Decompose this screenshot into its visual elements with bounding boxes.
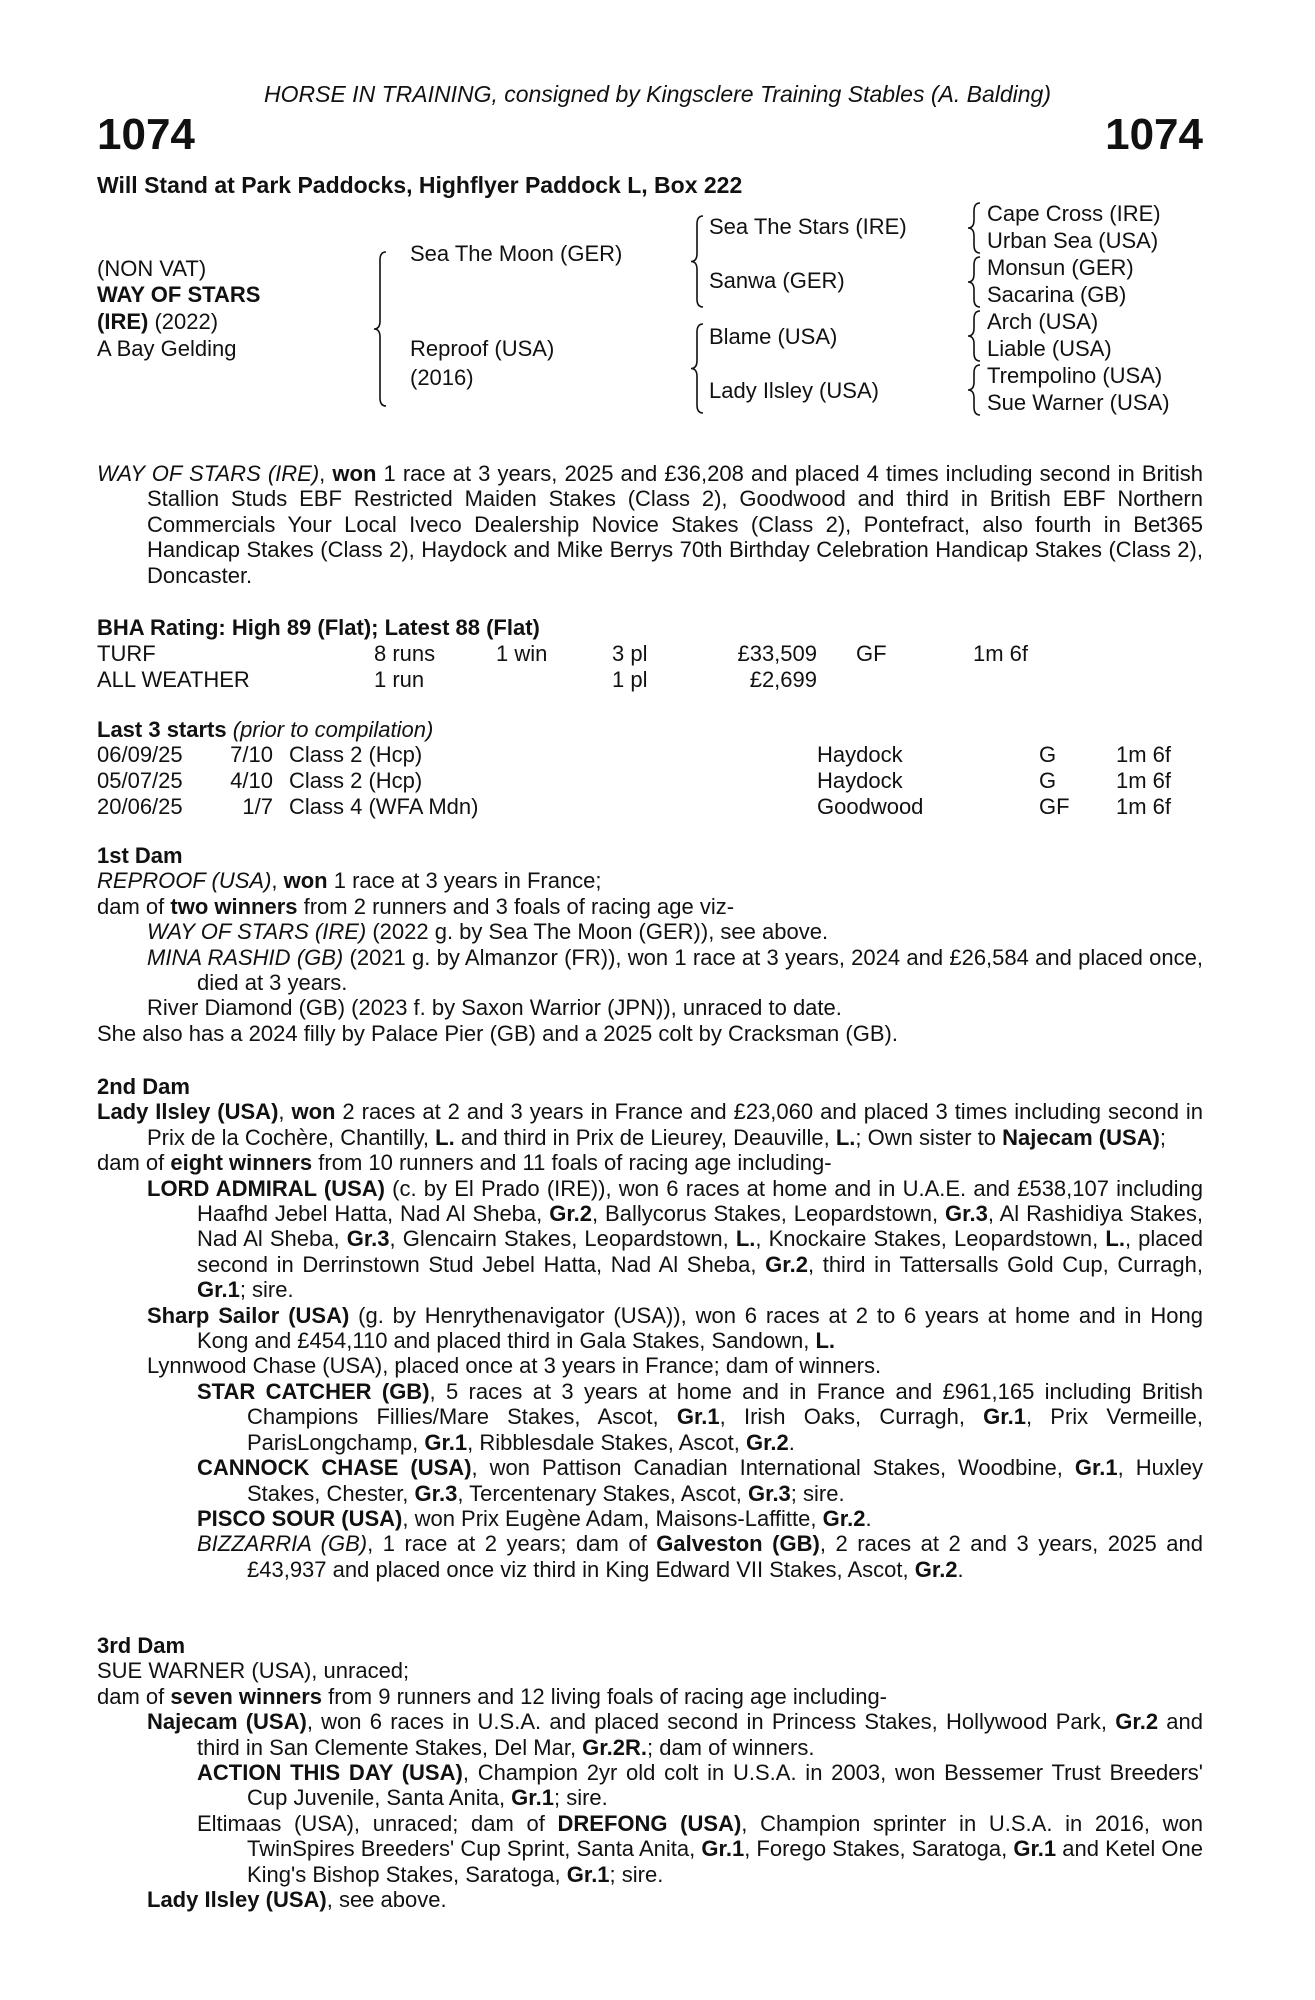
- gen4-ancestor: Cape Cross (IRE): [987, 201, 1161, 226]
- text: SUE WARNER (USA), unraced;: [97, 1658, 410, 1684]
- text: (c. by El Prado (IRE)), won 6 races at home and in U.A.E. and £538,107 including Haafhd Jebel Hatta, Nad Al Sheba,: [197, 1175, 1203, 1227]
- paragraph: [97, 1150, 1203, 1175]
- text: , Forego Stakes, Saratoga,: [744, 1836, 1014, 1862]
- start-course: Goodwood: [817, 794, 924, 819]
- rating-going: GF: [856, 641, 887, 666]
- bold-text: Gr.1: [701, 1836, 745, 1862]
- start-class: Class 4 (WFA Mdn): [289, 794, 479, 819]
- start-distance: 1m 6f: [1116, 768, 1172, 793]
- consignment-header: HORSE IN TRAINING, consigned by Kingsclere Training Stables (A. Balding): [264, 81, 1051, 107]
- bold-text: Gr.3: [945, 1201, 988, 1227]
- start-course: Haydock: [817, 768, 903, 793]
- start-class: Class 2 (Hcp): [289, 768, 423, 793]
- start-position: 4/10: [230, 768, 273, 793]
- paragraph: [97, 1353, 1203, 1378]
- rating-runs: 8 runs: [374, 641, 436, 666]
- bold-text: Sharp Sailor (USA): [147, 1302, 350, 1328]
- brace-icon: [968, 203, 980, 253]
- start-going: G: [1039, 768, 1057, 793]
- dam-heading: 2nd Dam: [97, 1074, 190, 1099]
- rating-prize: £33,509: [737, 641, 817, 666]
- text: ; Own sister to: [855, 1124, 1003, 1150]
- start-position: 7/10: [230, 742, 273, 767]
- start-date: 06/09/25: [97, 742, 183, 767]
- text: dam of: [97, 1150, 171, 1176]
- bold-text: two winners: [170, 893, 298, 919]
- dam-heading: 3rd Dam: [97, 1633, 186, 1658]
- bold-text: Gr.2: [745, 1429, 789, 1455]
- text: (g. by Henrythenavigator (USA)), won 6 races at 2 to 6 years at home and in Hong Kong and £454,110 and placed third in Gala Stakes, Sandown,: [197, 1302, 1203, 1354]
- third-dam-section: [97, 1633, 1203, 1912]
- text: , 1 race at 2 years; dam of: [367, 1531, 657, 1557]
- text: Lynnwood Chase (USA), placed once at 3 years in France; dam of winners.: [147, 1353, 882, 1379]
- gen4-ancestor: Monsun (GER): [987, 255, 1134, 280]
- gen4-ancestor: Sue Warner (USA): [987, 390, 1170, 415]
- text: , won Pattison Canadian International Stakes, Woodbine,: [471, 1455, 1075, 1481]
- bold-text: L.: [1105, 1226, 1125, 1252]
- gen3-ancestor: Blame (USA): [709, 324, 838, 349]
- bold-text: LORD ADMIRAL (USA): [147, 1175, 385, 1201]
- paragraph: [97, 1811, 1203, 1887]
- text: Eltimaas (USA), unraced; dam of: [197, 1810, 558, 1836]
- italic-text: WAY OF STARS (IRE): [147, 919, 367, 945]
- bold-text: ACTION THIS DAY (USA): [197, 1760, 463, 1786]
- text: , Huxley Stakes, Chester,: [247, 1455, 1203, 1506]
- paragraph: [97, 1303, 1203, 1354]
- bold-text: L.: [435, 1124, 455, 1150]
- gen4-ancestor: Sacarina (GB): [987, 282, 1127, 307]
- bold-text: Najecam (USA): [147, 1709, 307, 1735]
- bold-text: Gr.1: [676, 1404, 720, 1430]
- italic-text: WAY OF STARS (IRE): [97, 461, 320, 486]
- bold-text: Gr.3: [747, 1480, 791, 1506]
- dam-heading: 1st Dam: [97, 843, 183, 868]
- italic-text: REPROOF (USA): [97, 868, 272, 894]
- rating-placed: 1 pl: [612, 667, 648, 692]
- text: , Irish Oaks, Curragh,: [719, 1404, 984, 1430]
- start-position: 1/7: [242, 794, 273, 819]
- bold-text: Gr.1: [424, 1429, 468, 1455]
- paragraph: [97, 1021, 1203, 1046]
- text: , placed second in Derrinstown Stud Jebel Hatta, Nad Al Sheba,: [197, 1226, 1203, 1277]
- brace-icon: [691, 324, 703, 413]
- horse-name: WAY OF STARS: [97, 282, 261, 307]
- start-date: 20/06/25: [97, 794, 183, 819]
- text: and third in San Clemente Stakes, Del Mar,: [197, 1709, 1204, 1760]
- rating-surface: TURF: [97, 641, 156, 666]
- brace-icon: [968, 365, 980, 415]
- text: , Ballycorus Stakes, Leopardstown,: [592, 1201, 945, 1227]
- start-class: Class 2 (Hcp): [289, 742, 423, 767]
- paragraph: [97, 1709, 1203, 1760]
- bold-text: Gr.1: [197, 1277, 240, 1303]
- paragraph: [97, 1887, 1203, 1912]
- text: , Prix Vermeille, ParisLongchamp,: [247, 1404, 1203, 1455]
- vat-status: (NON VAT): [97, 256, 207, 281]
- text: , Ribblesdale Stakes, Ascot,: [467, 1429, 746, 1455]
- bold-text: seven winners: [170, 1683, 323, 1709]
- lot-number-right: 1074: [1105, 110, 1203, 159]
- lot-number-left: 1074: [97, 110, 195, 159]
- text: River Diamond (GB) (2023 f. by Saxon Warrior (JPN)), unraced to date.: [147, 995, 842, 1021]
- text: ; sire.: [609, 1861, 664, 1887]
- text: , Glencairn Stakes, Leopardstown,: [389, 1226, 736, 1252]
- rating-runs: 1 run: [374, 667, 425, 692]
- paragraph: [97, 1506, 1203, 1531]
- text: ;: [1159, 1124, 1166, 1150]
- paragraph: [97, 1176, 1203, 1303]
- text: and Ketel One King's Bishop Stakes, Saratoga,: [247, 1836, 1203, 1887]
- bold-text: Gr.1: [1013, 1836, 1057, 1862]
- text: (2021 g. by Almanzor (FR)), won 1 race at 3 years, 2024 and £26,584 and placed once, died at 3 years.: [197, 944, 1203, 996]
- gen4-ancestor: Trempolino (USA): [987, 363, 1163, 388]
- bold-text: DREFONG (USA): [557, 1810, 742, 1836]
- paragraph: [97, 995, 1203, 1020]
- second-dam-section: [97, 1074, 1203, 1582]
- bold-text: won: [283, 868, 328, 894]
- text: 1 race at 3 years, 2025 and £36,208 and placed 4 times including second in British Stallion Studs EBF Restricted Maiden Stakes (Class 2), Goodwood and third in British EBF Northern Commercials Your Local Iveco Dealership Novice Stakes (Class 2), Pontefract, also fourth in Bet365 Handicap Stakes (Class 2), Haydock and Mike Berrys 70th Birthday Celebration Handicap Stakes (Class 2), Doncaster.: [147, 461, 1203, 588]
- gen3-ancestor: Sanwa (GER): [709, 268, 845, 293]
- text: , Tercentenary Stakes, Ascot,: [457, 1480, 748, 1506]
- bold-text: Galveston (GB): [656, 1531, 820, 1557]
- text: 1 race at 3 years in France;: [327, 868, 602, 894]
- rating-wins: 1 win: [496, 641, 548, 666]
- text: , Champion 2yr old colt in U.S.A. in 2003, won Bessemer Trust Breeders' Cup Juvenile, Santa Anita,: [247, 1760, 1203, 1811]
- bold-text: Lady Ilsley (USA): [147, 1887, 327, 1913]
- rating-title: BHA Rating: High 89 (Flat); Latest 88 (Flat): [97, 615, 540, 640]
- bold-text: CANNOCK CHASE (USA): [197, 1455, 472, 1481]
- bold-text: Gr.3: [346, 1226, 390, 1252]
- rating-prize: £2,699: [749, 667, 817, 692]
- italic-text: MINA RASHID (GB): [147, 944, 344, 970]
- bold-text: Gr.3: [414, 1480, 458, 1506]
- paragraph: [97, 461, 1203, 588]
- text: ,: [271, 868, 284, 894]
- last-starts-note: (prior to compilation): [232, 717, 434, 742]
- bold-text: Gr.2: [914, 1556, 958, 1582]
- text: , 5 races at 3 years at home and in France and £961,165 including British Champions Fillies/Mare Stakes, Ascot,: [247, 1378, 1203, 1430]
- bold-text: Gr.2: [822, 1505, 866, 1531]
- text: dam of: [97, 1683, 171, 1709]
- bold-text: L.: [815, 1328, 836, 1354]
- first-dam-section: [97, 843, 1203, 1046]
- paragraph: [97, 1760, 1203, 1811]
- rating-placed: 3 pl: [612, 641, 648, 666]
- text: She also has a 2024 filly by Palace Pier (GB) and a 2025 colt by Cracksman (GB).: [97, 1020, 898, 1046]
- bold-text: L.: [835, 1124, 856, 1150]
- text: , won Prix Eugène Adam, Maisons-Laffitte,: [402, 1505, 823, 1531]
- gen4-ancestor: Urban Sea (USA): [987, 228, 1159, 253]
- race-summary: [97, 461, 1203, 588]
- start-going: GF: [1039, 794, 1070, 819]
- start-date: 05/07/25: [97, 768, 183, 793]
- dam: Reproof (USA): [410, 336, 555, 361]
- paragraph: [97, 1531, 1203, 1582]
- start-going: G: [1039, 742, 1057, 767]
- paragraph: [97, 945, 1203, 996]
- start-distance: 1m 6f: [1116, 742, 1172, 767]
- text: ,: [319, 461, 333, 486]
- paragraph: [97, 1684, 1203, 1709]
- bold-text: won: [332, 461, 377, 486]
- stand-location: Will Stand at Park Paddocks, Highflyer Paddock L, Box 222: [97, 172, 743, 198]
- bold-text: Najecam (USA): [1002, 1124, 1160, 1150]
- text: .: [788, 1429, 795, 1455]
- bold-text: STAR CATCHER (GB): [197, 1378, 430, 1404]
- text: from 2 runners and 3 foals of racing age viz-: [297, 893, 735, 919]
- text: , 2 races at 2 and 3 years, 2025 and £43,937 and placed once viz third in King Edward VII Stakes, Ascot,: [247, 1531, 1203, 1582]
- bold-text: Gr.2R.: [582, 1734, 647, 1760]
- paragraph: [97, 1455, 1203, 1506]
- gen4-ancestor: Liable (USA): [987, 336, 1112, 361]
- start-course: Haydock: [817, 742, 903, 767]
- paragraph: [97, 868, 1203, 893]
- gen4-ancestor: Arch (USA): [987, 309, 1099, 334]
- bold-text: Gr.1: [566, 1861, 610, 1887]
- bold-text: Gr.2: [549, 1201, 593, 1227]
- text: .: [957, 1556, 964, 1582]
- text: , Champion sprinter in U.S.A. in 2016, won TwinSpires Breeders' Cup Sprint, Santa Anita,: [247, 1810, 1203, 1862]
- text: , third in Tattersalls Gold Cup, Curragh,: [807, 1251, 1203, 1277]
- brace-icon: [968, 311, 980, 361]
- bold-text: Gr.2: [765, 1251, 808, 1277]
- text: ; dam of winners.: [646, 1734, 815, 1760]
- paragraph: [97, 1379, 1203, 1455]
- bold-text: eight winners: [170, 1150, 313, 1176]
- bold-text: Gr.1: [511, 1785, 554, 1811]
- text: and third in Prix de Lieurey, Deauville,: [454, 1124, 836, 1150]
- gen3-ancestor: Lady Ilsley (USA): [709, 378, 879, 403]
- paragraph: [97, 1099, 1203, 1150]
- paragraph: [97, 894, 1203, 919]
- bold-text: Gr.2: [1115, 1709, 1159, 1735]
- text: from 9 runners and 12 living foals of racing age including-: [322, 1683, 888, 1709]
- text: .: [865, 1505, 872, 1531]
- text: ,: [278, 1099, 292, 1125]
- paragraph: [97, 919, 1203, 944]
- bold-text: Gr.1: [983, 1404, 1026, 1430]
- horse-country: (IRE): [97, 309, 149, 334]
- text: , see above.: [326, 1887, 447, 1913]
- text: , Al Rashidiya Stakes, Nad Al Sheba,: [197, 1201, 1204, 1252]
- brace-icon: [968, 257, 980, 307]
- sire: Sea The Moon (GER): [410, 241, 623, 266]
- bold-text: won: [291, 1099, 336, 1125]
- italic-text: BIZZARRIA (GB): [197, 1531, 368, 1557]
- text: , won 6 races in U.S.A. and placed second in Princess Stakes, Hollywood Park,: [306, 1709, 1116, 1735]
- gen3-ancestor: Sea The Stars (IRE): [709, 214, 907, 239]
- bold-text: Lady Ilsley (USA): [97, 1099, 279, 1125]
- bold-text: PISCO SOUR (USA): [197, 1505, 403, 1531]
- horse-description: A Bay Gelding: [97, 336, 237, 361]
- rating-distance: 1m 6f: [973, 641, 1029, 666]
- text: from 10 runners and 11 foals of racing age including-: [312, 1150, 832, 1176]
- text: ; sire.: [239, 1277, 294, 1303]
- text: (2022 g. by Sea The Moon (GER)), see above.: [366, 919, 829, 945]
- paragraph: [97, 1658, 1203, 1683]
- horse-year: (2022): [154, 309, 219, 334]
- text: ; sire.: [553, 1785, 608, 1811]
- bold-text: L.: [735, 1226, 756, 1252]
- brace-icon: [691, 216, 703, 307]
- bold-text: Gr.1: [1074, 1455, 1118, 1481]
- brace-icon: [374, 252, 386, 406]
- text: 2 races at 2 and 3 years in France and £23,060 and placed 3 times including second in Prix de la Cochère, Chantilly,: [147, 1099, 1204, 1150]
- start-distance: 1m 6f: [1116, 794, 1172, 819]
- text: , Knockaire Stakes, Leopardstown,: [755, 1226, 1106, 1252]
- text: ; sire.: [790, 1480, 845, 1506]
- text: dam of: [97, 893, 171, 919]
- rating-surface: ALL WEATHER: [97, 667, 250, 692]
- last-starts-title: Last 3 starts: [97, 717, 227, 742]
- dam-year: (2016): [410, 365, 474, 390]
